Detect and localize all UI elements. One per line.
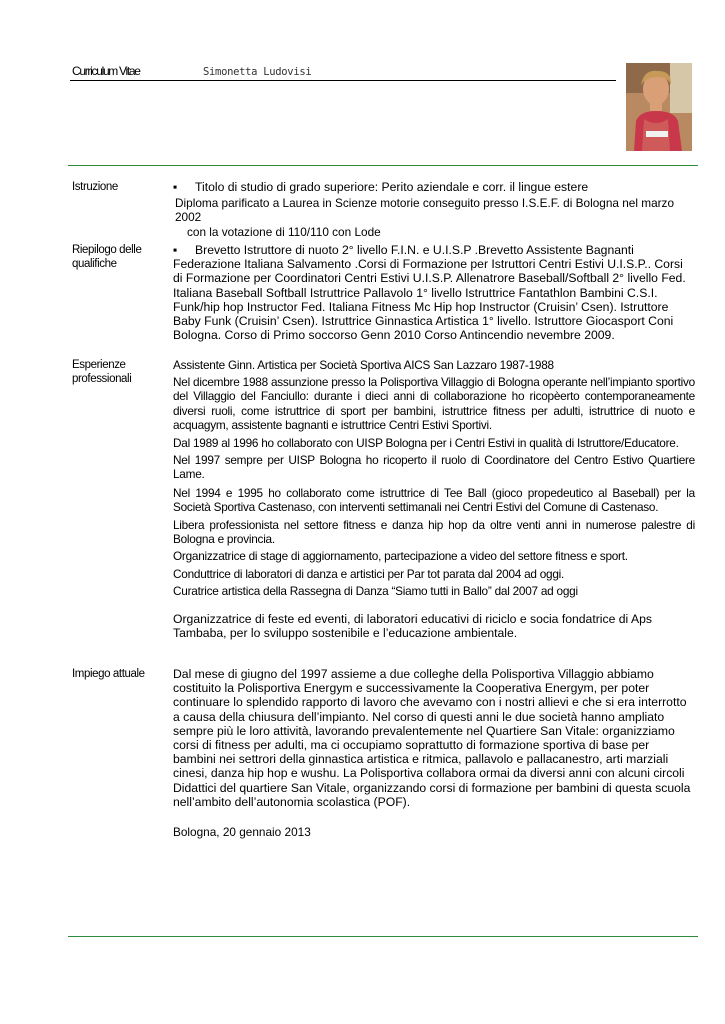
- bullet-icon: ▪: [173, 180, 178, 194]
- label-riepilogo: [72, 243, 141, 271]
- label-impiego: Impiego attuale: [72, 668, 145, 680]
- esperienza-7: Organizzatrice di stage di aggiornamento, partecipazione a video del settore fitness e sport.: [173, 549, 628, 564]
- esperienza-6: Libera professionista nel settore fitness e danza hip hop da oltre venti anni in numerose palestre di Bologna e provincia.: [173, 518, 695, 547]
- section-divider-top: [68, 165, 698, 166]
- istruzione-diploma: Diploma parificato a Laurea in Scienze motorie conseguito presso I.S.E.F. di Bologna nel marzo 2002: [175, 196, 675, 225]
- header-rule: [70, 80, 616, 81]
- label-esperienze-line2: professionali: [72, 373, 132, 385]
- riepilogo-bullet: Brevetto Istruttore di nuoto 2° livello F.I.N. e U.I.S.P .Brevetto Assistente Bagnanti: [195, 243, 634, 257]
- esperienza-10: Organizzatrice di feste ed eventi, di laboratori educativi di riciclo e socia fondatrice di Aps Tambaba, per lo sviluppo sostenibile e l’educazione ambientale.: [173, 612, 652, 641]
- cv-title: Curriculum Vitae: [72, 64, 140, 78]
- profile-photo: [626, 63, 692, 151]
- esperienza-2: Nel dicembre 1988 assunzione presso la Polisportiva Villaggio di Bologna operante nell’impianto sportivo del Villaggio del Fanciullo: durante i dieci anni di collaborazione ho ricopèerto contemporaneamente diversi ruoli, come istruttrice di sport per bambini, istruttrice fitness per adulti, istruttrice di nuoto e acquagym, assistente bagnanti e istruttrice Centri Estivi Sportivi.: [173, 375, 695, 432]
- esperienza-8: Conduttrice di laboratori di danza e artistici per Par tot parata dal 2004 ad oggi.: [173, 566, 565, 581]
- esperienza-4: Nel 1997 sempre per UISP Bologna ho ricoperto il ruolo di Coordinatore del Centro Estivo Quartiere Lame.: [173, 453, 695, 482]
- label-esperienze: [72, 358, 131, 386]
- esperienza-1: Assistente Ginn. Artistica per Società Sportiva AICS San Lazzaro 1987-1988: [173, 358, 554, 372]
- impiego-text: Dal mese di giugno del 1997 assieme a due colleghe della Polisportiva Villaggio abbiamo costituito la Polisportiva Energym e successivamente la Cooperativa Energym, per poter continuare lo splendido rapporto di lavoro che avevamo con i nostri allievi e che si era interrotto a causa della chiusura dell’impianto. Nel corso di questi anni le due società hanno ampliato sempre più le loro attività, lavorando prevalentemente nel Quartiere San Vitale: organizziamo corsi di fitness per adulti, ma ci occupiamo soprattutto di formazione sportiva di base per bambini nei settrori della ginnastica artistica e ritmica, pallavolo e pallacanestro, arti marziali cinesi, danza hip hop e wushu. La Polisportiva collabora ormai da diversi anni con alcuni circoli Didattici del quartiere San Vitale, organizzando corsi di formazione per bambini di questa scuola nell’ambito dell’autonomia scolastica (POF).: [173, 667, 691, 809]
- label-riepilogo-line1: Riepilogo delle: [72, 244, 142, 256]
- section-divider-bottom: [68, 936, 698, 937]
- istruzione-bullet: Titolo di studio di grado superiore: Perito aziendale e corr. il lingue estere: [195, 180, 589, 194]
- impiego-content: [173, 667, 695, 839]
- istruzione-votazione: con la votazione di 110/110 con Lode: [187, 224, 381, 239]
- esperienza-3: Dal 1989 al 1996 ho collaborato con UISP Bologna per i Centri Estivi in qualità di Istruttore/Educatore.: [173, 436, 679, 451]
- label-esperienze-line1: Esperienze: [72, 359, 126, 371]
- esperienza-9: Curatrice artistica della Rassegna di Danza “Siamo tutti in Ballo” dal 2007 ad oggi: [173, 583, 578, 598]
- candidate-name: Simonetta Ludovisi: [203, 66, 312, 78]
- istruzione-content: [173, 180, 695, 239]
- riepilogo-text: Federazione Italiana Salvamento .Corsi di Formazione per Istruttori Centri Estivi U.I.S.P.. Corsi di Formazione per Coordinatori Centri Estivi U.I.S.P. Allenatrore Baseball/Softball 2° livello Fed. Italiana Baseball Softball Istruttrice Pallavolo 1° livello Istruttrice Fantathlon Bambini C.S.I. Funk/hip hop Instructor Fed. Italiana Fitness Mc Hip hop Instructor (Cruisin’ Csen). Istruttore Baby Funk (Cruisin’ Csen). Istruttrice Ginnastica Artistica 1° livello. Istruttore Giocasport Coni Bologna. Corso di Primo soccorso Genn 2010 Corso Antincendio nevembre 2009.: [173, 257, 686, 343]
- label-istruzione: Istruzione: [72, 181, 118, 193]
- bullet-icon: ▪: [173, 243, 178, 257]
- signature-date: Bologna, 20 gennaio 2013: [173, 825, 311, 840]
- riepilogo-content: [173, 243, 695, 342]
- esperienze-content: [173, 358, 695, 640]
- label-riepilogo-line2: qualifiche: [72, 258, 117, 270]
- esperienza-5: Nel 1994 e 1995 ho collaborato come istruttrice di Tee Ball (gioco propedeutico al Baseball) per la Società Sportiva Castenaso, con interventi settimanali nei Centri Estivi del Comune di Castenaso.: [173, 485, 695, 514]
